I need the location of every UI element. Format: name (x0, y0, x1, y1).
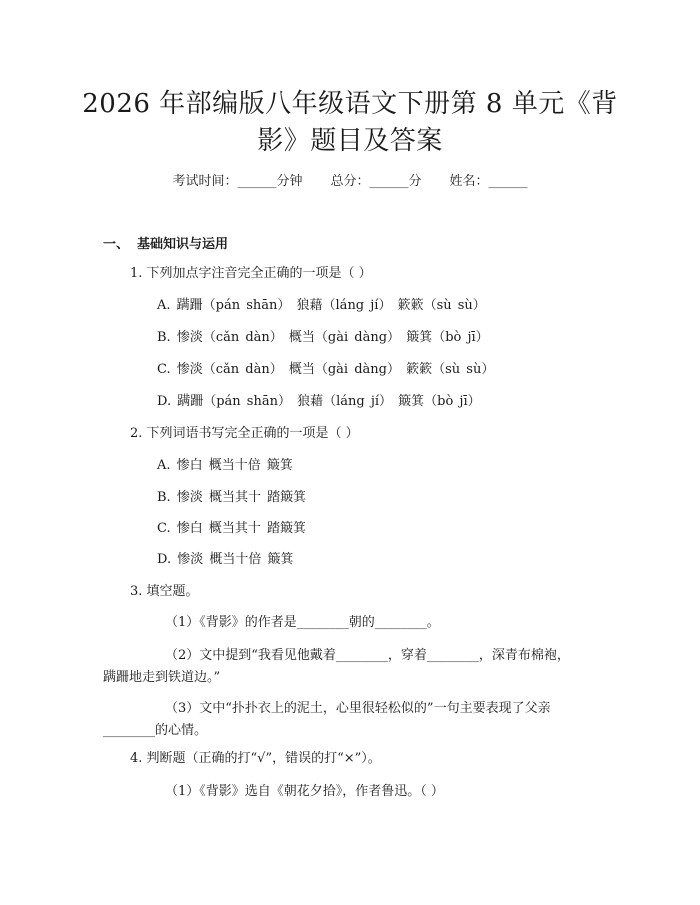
q3-item-3: （3）文中“扑扑衣上的泥土，心里很轻松似的”一句主要表现了父亲 (165, 701, 551, 716)
page-title-line-2: 影》题目及答案 (257, 126, 443, 156)
q2-option-c: C. 惨白 概当其十 踏簸箕 (157, 521, 307, 536)
question-4: 4. 判断题（正确的打“√”，错误的打“×”）。 (130, 751, 381, 766)
q1-option-b: B. 惨淡（cǎn dàn） 概当（gài dàng） 簸箕（bò jī） (157, 330, 489, 345)
section-title: 基础知识与运用 (137, 237, 229, 252)
exam-meta (0, 170, 700, 189)
q2-option-b: B. 惨淡 概当其十 踏簸箕 (157, 490, 307, 505)
student-name: 姓名：______ (449, 174, 528, 189)
question-3: 3. 填空题。 (130, 584, 199, 599)
section-heading (103, 233, 228, 252)
exam-score: 总分：______分 (330, 174, 422, 189)
q3-item-1: （1）《背影》的作者是________朝的________。 (165, 615, 440, 630)
page-title-line-1: 2026 年部编版八年级语文下册第 8 单元《背 (82, 89, 618, 119)
q3-item-2: （2）文中提到“我看见他戴着________，穿着________，深青布棉袍， (165, 648, 570, 663)
q1-option-a: A. 蹒跚（pán shān） 狼藉（láng jí） 簌簌（sù sù） (157, 298, 486, 313)
q3-item-3-cont: ________的心情。 (103, 723, 208, 738)
section-number: 一、 (103, 237, 130, 252)
q3-item-2-cont: 蹒跚地走到铁道边。” (103, 670, 221, 685)
q1-option-c: C. 惨淡（cǎn dàn） 概当（gài dàng） 簌簌（sù sù） (157, 362, 495, 377)
question-1: 1. 下列加点字注音完全正确的一项是（ ） (130, 266, 372, 281)
q1-option-d: D. 蹒跚（pán shān） 狼藉（láng jí） 簸箕（bò jī） (157, 394, 481, 409)
exam-time: 考试时间：______分钟 (172, 174, 303, 189)
q2-option-a: A. 惨白 概当十倍 簸箕 (157, 458, 293, 473)
question-2: 2. 下列词语书写完全正确的一项是（ ） (130, 426, 359, 441)
q2-option-d: D. 惨淡 概当十倍 簸箕 (157, 552, 294, 567)
q4-item-1: （1）《背影》选自《朝花夕拾》，作者鲁迅。（ ） (165, 784, 444, 799)
